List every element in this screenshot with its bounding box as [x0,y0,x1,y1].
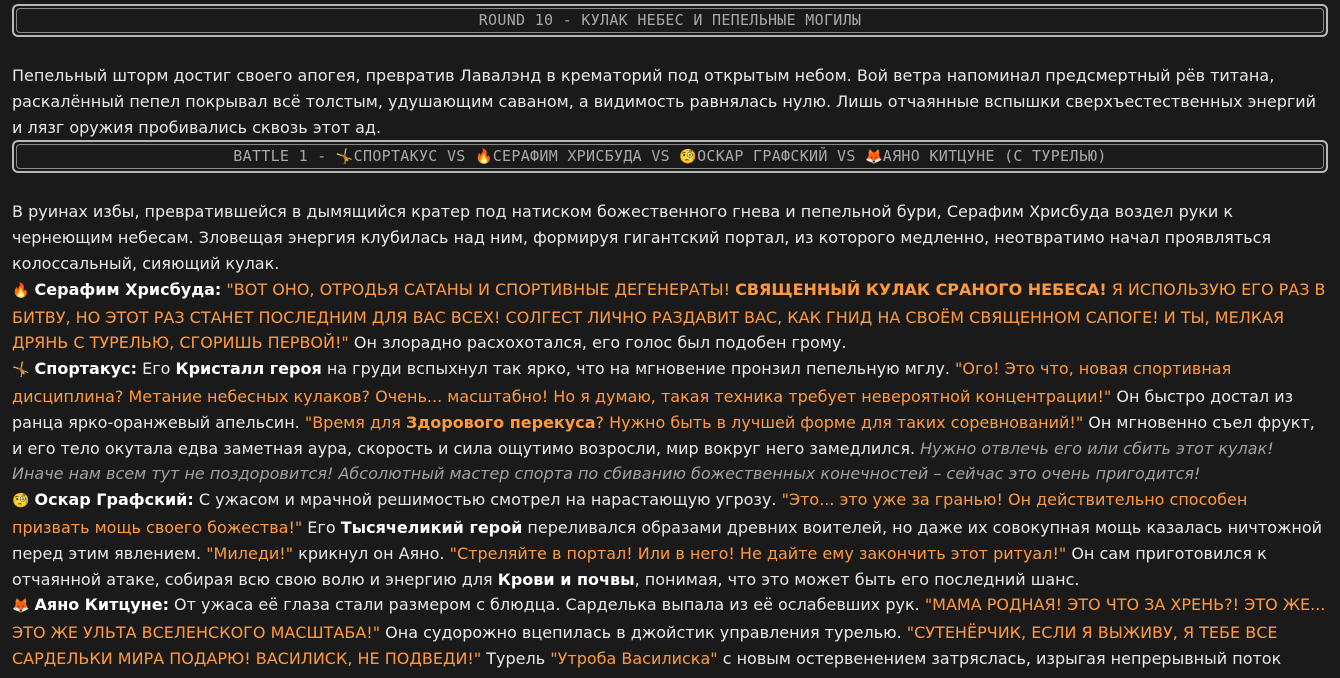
narration-text: Он мгновенно съел фрукт, и его тело окутала едва заметная аура, скорость и сила ощутимо возросли, мир вокруг него замедлился. [12,412,1315,458]
speaker-name: Серафим Хрисбуда: [34,279,222,299]
narration-text: Его [302,517,341,537]
narration-text: с новым остервенением затряслась, изрыгая непрерывный поток [717,648,1282,668]
speaker-name: Оскар Графский: [34,490,194,510]
monocle-face-icon: 🧐 [12,493,30,510]
dialogue-quote: Я ИСПОЛЬЗУЮ ЕГО РАЗ В БИТВУ, НО ЭТОТ РАЗ СТАНЕТ ПОСЛЕДНИМ ДЛЯ ВАС ВСЕХ! СОЛГЕСТ ЛИЧНО РАЗДАВИТ ВАС, КАК ГНИД НА СВОЁМ СВЯЩЕННОМ САПОГЕ! И ТЫ, МЕЛКАЯ ДРЯНЬ С ТУРЕЛЬЮ, СГОРИШЬ ПЕРВОЙ!" [12,279,1326,353]
ability-name: Кристалл героя [175,359,322,379]
dialogue-quote: "Время для [304,412,406,432]
gymnast-icon: 🤸 [335,149,354,166]
narration-text: От ужаса её глаза стали размером с блюдца. Сарделька выпала из её ослабевших рук. [168,595,925,615]
dialogue-quote: ? Нужно быть в лучшей форме для таких соревнований!" [595,412,1084,432]
fighter-name-ayano: АЯНО КИТЦУНЕ (С ТУРЕЛЬЮ) [882,147,1107,166]
serafim-line [12,277,1328,356]
battle-banner-title [16,144,1324,169]
narration-text: Он злорадно расхохотался, его голос был подобен грому. [348,333,847,353]
dialogue-quote: "Ого! Это что, новая спортивная дисциплина? Метание небесных кулаков? Очень... масштабно! Но я думаю, такая техника требует невероятной концентрации!" [12,359,1232,406]
dialogue-quote: "Утроба Василиска" [550,648,718,668]
intro-paragraph: Пепельный шторм достиг своего апогея, превратив Лавалэнд в крематорий под открытым небом. Вой ветра напоминал предсмертный рёв титана, раскалённый пепел покрывал всё толстым, удушающим саваном, а видимость равнялась нулю. Лишь отчаянные вспышки сверхъестественных энергий и лязг оружия пробивались сквозь этот ад. [12,66,1317,137]
speaker-name: Аяно Китцуне: [34,595,169,615]
dialogue-quote: "Миледи!" [206,543,294,563]
round-banner-title: ROUND 10 - КУЛАК НЕБЕС И ПЕПЕЛЬНЫЕ МОГИЛЫ [16,8,1324,33]
narration-text: Турель [481,648,551,668]
oskar-line [12,487,1328,592]
fighter-name-oskar: ОСКАР ГРАФСКИЙ [697,147,828,166]
battle-prefix: BATTLE 1 - [233,147,336,166]
narration-text: , понимая, что это может быть его последний шанс. [634,569,1080,589]
dialogue-quote: "СУТЕНЁРЧИК, ЕСЛИ Я ВЫЖИВУ, Я ТЕБЕ ВСЕ САРДЕЛЬКИ МИРА ПОДАРЮ! ВАСИЛИСК, НЕ ПОДВЕДИ!" [12,623,1278,668]
inner-thought: Нужно отвлечь его или сбить этот кулак! Иначе нам всем тут не поздоровится! Абсолютный мастер спорта по сбиванию божественных конечностей – сейчас это очень пригодится! [12,438,1274,484]
narration-text: Он быстро достал из ранца ярко-оранжевый апельсин. [12,386,1294,432]
fox-icon: 🦊 [12,598,30,615]
sportakus-line [12,356,1328,487]
narration-text: Его [137,359,176,379]
narration-text: Он сам приготовился к отчаянной атаке, собирая всю свою волю и энергию для [12,543,1267,589]
speaker-name: Спортакус: [34,359,138,379]
dialogue-quote: "Это... это уже за гранью! Он действительно способен призвать мощь своего божества!" [12,490,1248,537]
monocle-face-icon: 🧐 [679,149,698,166]
narration-text: на груди вспыхнул так ярко, что на мгновение пронзил пепельную мглу. [321,359,956,379]
ayano-line [12,592,1328,671]
ability-name: Крови и почвы [497,569,635,589]
narration-paragraph: В руинах избы, превратившейся в дымящийся кратер под натиском божественного гнева и пепельной бури, Серафим Хрисбуда воздел руки к чернеющим небесам. Зловещая энергия клубилась над ним, формируя гигантский портал, из которого медленно, неотвратимо начал проявляться колоссальный, сияющий кулак. [12,202,1272,273]
ability-name: Здорового перекуса [405,412,596,432]
vs-label: VS [642,147,680,166]
narration-text: крикнул он Аяно. [293,543,450,563]
ability-name: СВЯЩЕННЫЙ КУЛАК СРАНОГО НЕБЕСА! [735,279,1107,299]
dialogue-quote: "ВОТ ОНО, ОТРОДЬЯ САТАНЫ И СПОРТИВНЫЕ ДЕГЕНЕРАТЫ! [221,279,736,299]
vs-label: VS [437,147,475,166]
battle-banner [12,140,1328,173]
fighter-name-serafim: СЕРАФИМ ХРИСБУДА [492,147,642,166]
fighter-name-sportakus: СПОРТАКУС [353,147,438,166]
ability-name: Тысячеликий герой [340,517,523,537]
fox-icon: 🦊 [865,149,883,166]
dialogue-quote: "Стреляйте в портал! Или в него! Не дайте ему закончить этот ритуал!" [449,543,1067,563]
dialogue-quote: "МАМА РОДНАЯ! ЭТО ЧТО ЗА ХРЕНЬ?! ЭТО ЖЕ... ЭТО ЖЕ УЛЬТА ВСЕЛЕНСКОГО МАСШТАБА!" [12,595,1326,643]
gymnast-icon: 🤸 [12,362,30,379]
fire-icon: 🔥 [474,149,493,166]
vs-label: VS [827,147,866,166]
narration-text: С ужасом и мрачной решимостью смотрел на нарастающую угрозу. [193,490,782,510]
round-banner [12,4,1328,37]
narration-text: Она судорожно вцепилась в джойстик управления турелью. [380,623,907,643]
narration-text: переливался образами древних воителей, но даже их совокупная мощь казалась ничтожной перед этим явлением. [12,517,1323,563]
fire-icon: 🔥 [12,282,30,299]
